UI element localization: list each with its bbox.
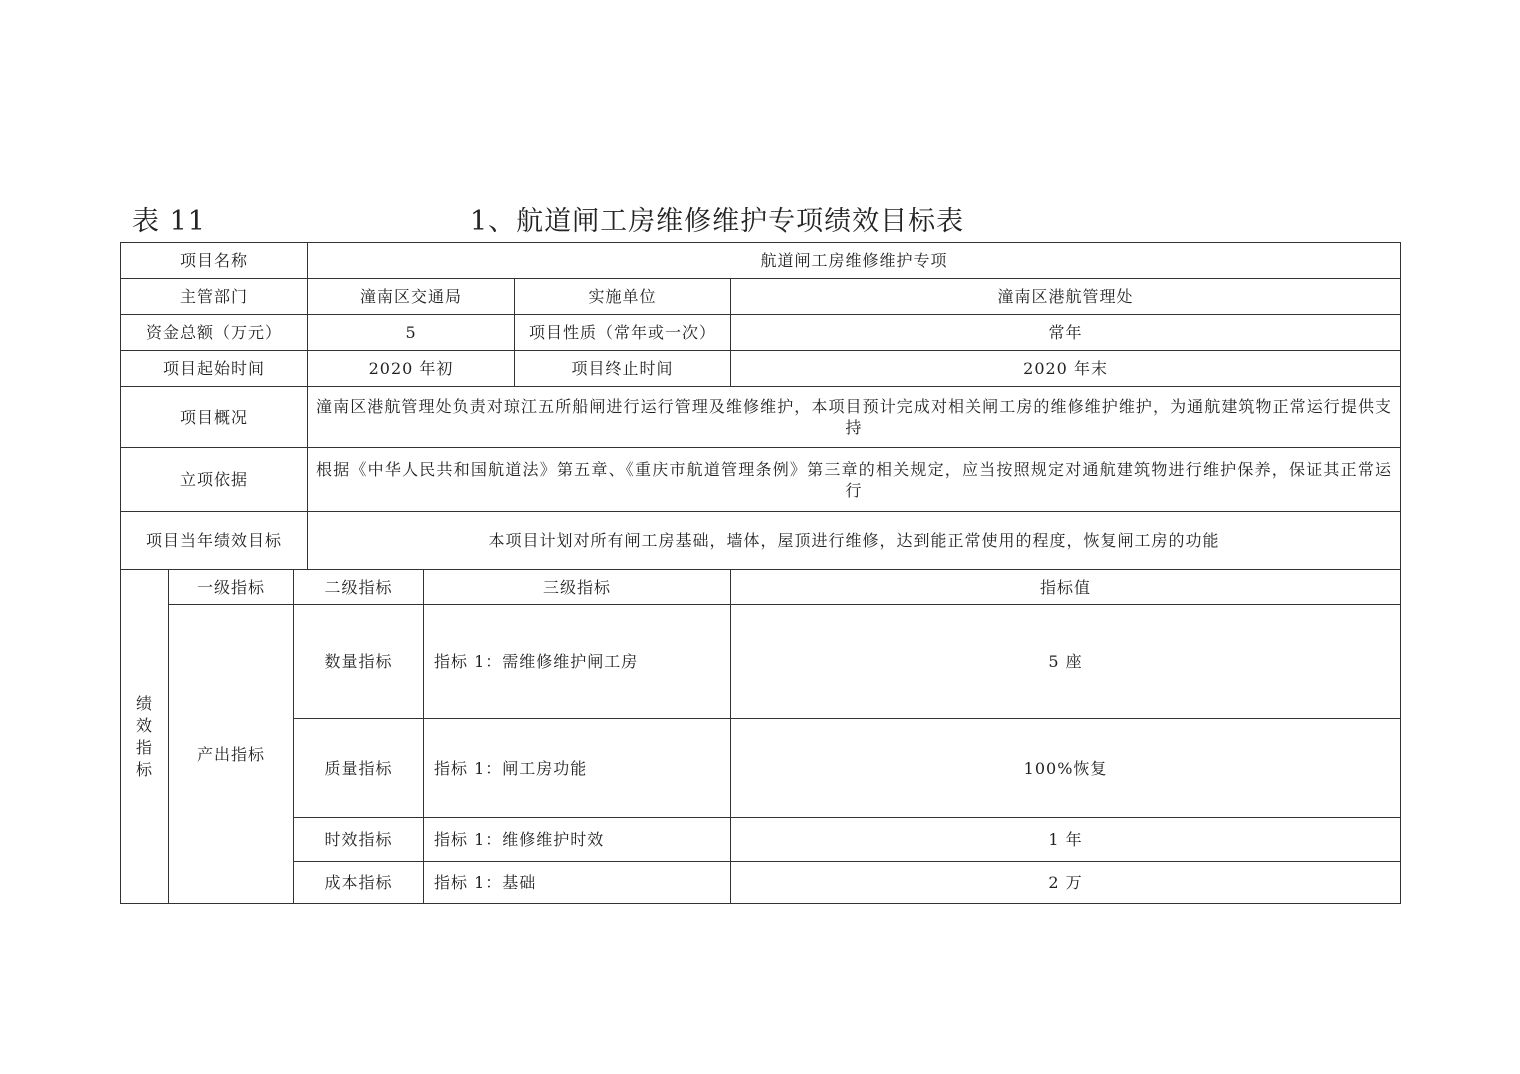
header-level3: 三级指标 [424, 570, 731, 605]
goal-value: 本项目计划对所有闸工房基础，墙体，屋顶进行维修，达到能正常使用的程度，恢复闸工房的功能 [308, 512, 1401, 570]
table-row [121, 605, 1401, 719]
table-number: 表 11 [132, 206, 206, 237]
table-row [121, 818, 1401, 862]
table-caption [0, 203, 1520, 241]
row-department [121, 279, 1401, 315]
row-overview [121, 387, 1401, 448]
header-level1: 一级指标 [169, 570, 294, 605]
indicator-value: 2 万 [731, 862, 1401, 904]
performance-target-table [120, 242, 1401, 904]
overview-label: 项目概况 [121, 387, 308, 448]
basis-value: 根据《中华人民共和国航道法》第五章、《重庆市航道管理条例》第三章的相关规定，应当按照规定对通航建筑物进行维护保养，保证其正常运行 [308, 448, 1401, 512]
row-period [121, 351, 1401, 387]
table-row [121, 719, 1401, 818]
indicator-level2: 时效指标 [294, 818, 424, 862]
nature-value: 常年 [731, 315, 1401, 351]
funds-label: 资金总额（万元） [121, 315, 308, 351]
funds-value: 5 [308, 315, 515, 351]
unit-label: 实施单位 [515, 279, 731, 315]
dept-value: 潼南区交通局 [308, 279, 515, 315]
indicator-level3: 指标 1：维修维护时效 [424, 818, 731, 862]
basis-label: 立项依据 [121, 448, 308, 512]
indicator-level2: 质量指标 [294, 719, 424, 818]
indicator-level3: 指标 1：需维修维护闸工房 [424, 605, 731, 719]
header-level2: 二级指标 [294, 570, 424, 605]
row-project-name [121, 243, 1401, 279]
indicator-value: 100%恢复 [731, 719, 1401, 818]
indicator-level3: 指标 1：基础 [424, 862, 731, 904]
goal-label: 项目当年绩效目标 [121, 512, 308, 570]
overview-value: 潼南区港航管理处负责对琼江五所船闸进行运行管理及维修维护，本项目预计完成对相关闸工房的维修维护维护，为通航建筑物正常运行提供支持 [308, 387, 1401, 448]
table-title: 1、航道闸工房维修维护专项绩效目标表 [470, 206, 965, 237]
row-indicator-headers [121, 570, 1401, 605]
header-value: 指标值 [731, 570, 1401, 605]
project-name-label: 项目名称 [121, 243, 308, 279]
level1-output: 产出指标 [169, 605, 294, 904]
indicator-level2: 成本指标 [294, 862, 424, 904]
end-value: 2020 年末 [731, 351, 1401, 387]
unit-value: 潼南区港航管理处 [731, 279, 1401, 315]
indicator-level2: 数量指标 [294, 605, 424, 719]
dept-label: 主管部门 [121, 279, 308, 315]
row-funds [121, 315, 1401, 351]
row-basis [121, 448, 1401, 512]
indicator-level3: 指标 1：闸工房功能 [424, 719, 731, 818]
start-label: 项目起始时间 [121, 351, 308, 387]
table-row [121, 862, 1401, 904]
nature-label: 项目性质（常年或一次） [515, 315, 731, 351]
indicator-value: 1 年 [731, 818, 1401, 862]
project-name-value: 航道闸工房维修维护专项 [308, 243, 1401, 279]
start-value: 2020 年初 [308, 351, 515, 387]
indicators-side-label: 绩效指标 [121, 570, 169, 904]
end-label: 项目终止时间 [515, 351, 731, 387]
row-goal [121, 512, 1401, 570]
indicator-value: 5 座 [731, 605, 1401, 719]
